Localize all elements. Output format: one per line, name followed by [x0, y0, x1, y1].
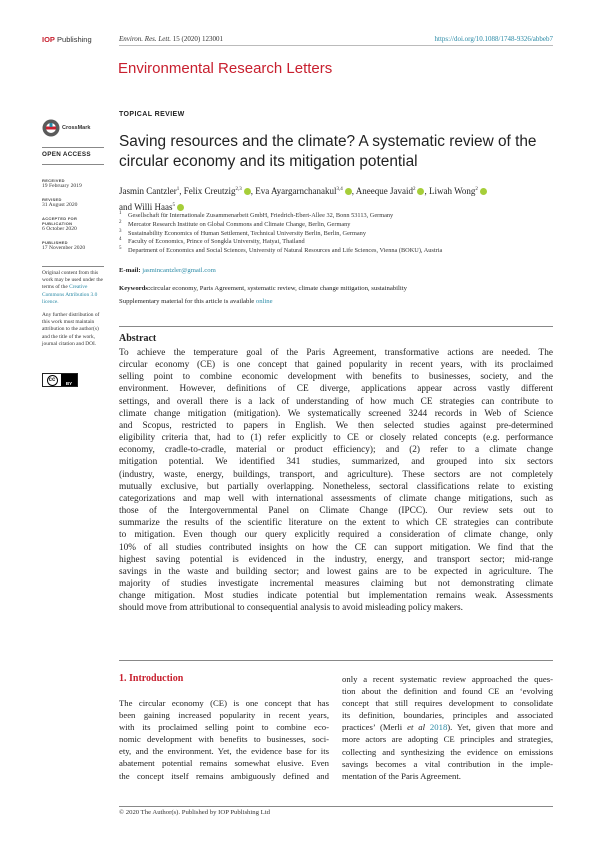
journal-title: Environmental Research Letters: [118, 60, 333, 77]
cc-by-badge[interactable]: [42, 373, 78, 387]
intro-left-line: ety, and the environment. Yet, the evidence base for its: [119, 746, 329, 757]
intro-left-line: been gaining increased popularity in recent years,: [119, 710, 329, 721]
abstract-lines-line: savings in the waste and building sector; and lowest gains are to be expected in agriculture. The: [119, 566, 553, 577]
affiliation-item: [119, 221, 559, 230]
affiliation-text: Mercator Research Institute on Global Commons and Climate Change, Berlin, Germany: [128, 220, 351, 228]
orcid-icon[interactable]: [244, 188, 251, 195]
cc-icon: cc: [43, 374, 61, 386]
affiliation-text: Department of Economics and Social Sciences, University of Natural Resources and Life Sciences, Vienna (BOKU), Austria: [128, 247, 443, 255]
abstract-lines-line: those of the Intergovernmental Panel on Climate Change (IPCC). Our review sets out to: [119, 506, 553, 517]
author-name[interactable]: Eva Ayargarnchanakul: [255, 186, 337, 196]
affiliation-item: [119, 230, 559, 239]
supplementary-line: [119, 298, 273, 305]
authors: [119, 183, 553, 214]
doi-link[interactable]: https://doi.org/10.1088/1748-9326/abbeb7: [434, 35, 553, 43]
article-type: TOPICAL REVIEW: [119, 111, 185, 118]
affiliation-item: [119, 238, 559, 247]
affiliation-text: Sustainability Economics of Human Settlement, Technical University Berlin, Berlin, Germany: [128, 229, 366, 237]
received-label: RECEIVED: [42, 178, 65, 183]
abstract-lines-line: categorizations and map well with international assessments of climate change mitigations, such as: [119, 493, 553, 504]
keywords-label: Keywords:: [119, 285, 151, 292]
and-text: and: [119, 201, 132, 212]
intro-left-line: nomic development with benefits to businesses, soci-: [119, 734, 329, 745]
abstract-lines-line: selling point to combine economic development with benefits to businesses, society, and the: [119, 372, 553, 383]
affiliations-list: [119, 212, 559, 256]
supplementary-link[interactable]: online: [255, 298, 273, 305]
abstract-body: [119, 347, 553, 614]
intro-left-column: [119, 697, 329, 782]
abstract-lines-line: To achieve the temperature goal of the Paris Agreement, transformative actions are needed. The: [119, 348, 553, 358]
author-name[interactable]: Jasmin Cantzler: [119, 186, 177, 196]
author-name[interactable]: Liwah Wong: [428, 186, 476, 196]
intro-left-line: the concept itself remains ambiguously defined and: [119, 770, 329, 781]
author-name[interactable]: Felix Creutzig: [183, 186, 236, 196]
orcid-icon[interactable]: [417, 188, 424, 195]
abstract-lines-line: should move from attributional to consequential analysis to avoid misleading policy makers.: [119, 603, 463, 614]
crossmark-label: CrossMark: [62, 125, 91, 131]
abstract-lines-line: circular economy (CE) is one concept that gained popularity in recent years, with its proclaimed: [119, 360, 553, 371]
abstract-lines-line: mitigation potential. We identified 341 studies, summarized, and grouped into six sectors: [119, 457, 553, 468]
orcid-icon[interactable]: [345, 188, 352, 195]
email-link[interactable]: jasmincantzler@gmail.com: [142, 267, 216, 274]
abstract-lines-line: 10% of all studies contributed insights on how the CE can support mitigation. We find that the: [119, 542, 553, 553]
author-affiliation-marker: 1: [176, 187, 180, 192]
abstract-lines-line: (industry, waste, energy, buildings, transport, and agriculture). These sectors are not completely: [119, 469, 553, 480]
affiliation-number: 5: [119, 246, 122, 252]
author-affiliation-marker: 2,3: [235, 187, 242, 192]
abstract-lines-line: eligibility criteria that, had to (1) refer explicitly to CE or closely related concepts (e.g. performance: [119, 433, 553, 444]
abstract-lines-line: environment. However, definitions of CE diverge, applications appear across vastly different: [119, 384, 553, 395]
publisher-logo: [42, 35, 92, 44]
affiliation-item: [119, 212, 559, 221]
author-affiliation-marker: 2: [412, 187, 416, 192]
intro-right-column: [342, 673, 553, 782]
intro-left-line: with its proclaimed selling point to combine eco-: [119, 722, 329, 733]
affiliation-number: 3: [119, 228, 122, 234]
abstract-lines-line: and Scopus, restricted to papers in English. We then selected studies against pre-determined: [119, 420, 553, 431]
abstract-lines-line: climate change mitigation (mitigation). We systematically screened 3244 records in Web of Science: [119, 408, 553, 419]
keywords-text: circular economy, Paris Agreement, systematic review, climate change mitigation, sustainability: [150, 285, 407, 292]
intro-right-rest-line: more actors are adopting CE principles and strategies,: [342, 734, 553, 745]
accepted-label: ACCEPTED FOR PUBLICATION: [42, 216, 78, 226]
article-title: Saving resources and the climate? A systematic review of the circular economy and its mitigation potential: [119, 133, 537, 170]
license-link[interactable]: Creative Commons Attribution 3.0 licence.: [42, 284, 98, 305]
license-text-1: Original content from this work may be used under the terms of the: [42, 270, 103, 291]
abstract-lines-line: to mitigation. Even though our query explicitly required a consideration of climate change, only: [119, 530, 553, 541]
affiliation-text: Gesellschaft für Internationale Zusammenarbeit GmbH, Friedrich-Ebert-Allee 32, Bonn 53113, Germany: [128, 212, 394, 219]
keywords-line: [119, 285, 407, 292]
affiliation-number: 4: [119, 237, 122, 243]
author-affiliation-marker: 5: [172, 202, 175, 208]
open-access-label: OPEN ACCESS: [42, 151, 91, 158]
citation-rest: (2020) 123001: [181, 35, 223, 43]
orcid-icon[interactable]: [177, 204, 184, 211]
intro-right-rest-line: mentation of the Paris Agreement.: [342, 770, 461, 781]
citation-journal: Environ. Res. Lett.: [119, 35, 172, 43]
intro-left-line: The circular economy (CE) is one concept that has: [119, 698, 329, 708]
footer-copyright: © 2020 The Author(s). Published by IOP Publishing Ltd: [119, 809, 270, 816]
author-name[interactable]: Aneeque Javaid: [355, 186, 413, 196]
dates-block: [42, 178, 104, 251]
crossmark-badge[interactable]: [42, 119, 90, 137]
license-text-2: Any further distribution of this work must maintain attribution to the author(s) and the title of the work, journal citation and DOI.: [42, 312, 100, 347]
accepted-date: 6 October 2020: [42, 226, 77, 232]
revised-label: REVISED: [42, 197, 62, 202]
affiliation-number: 1: [119, 211, 122, 216]
email-label: E-mail:: [119, 267, 141, 274]
publisher-name: Publishing: [57, 35, 92, 44]
by-icon: BY: [61, 374, 77, 386]
published-label: PUBLISHED: [42, 240, 68, 245]
intro-right-line: its definition, boundaries, principles and associated: [342, 710, 553, 721]
affiliation-item: [119, 247, 559, 256]
revised-date: 31 August 2020: [42, 202, 78, 208]
intro-heading: 1. Introduction: [119, 673, 184, 684]
intro-left-line: abatement potential remains somewhat elusive. Even: [119, 758, 329, 769]
abstract-lines-line: change mitigation. Most studies indicate potential but implementation remains weak. Assessments: [119, 591, 553, 602]
intro-right-line: tion about the definition and found CE an ‘evolving: [342, 686, 553, 697]
authors-line-1: Jasmin Cantzler$^1$, Felix Creutzig$^{2,3}$ , Eva Ayargarnchanakul$^{3,4}$ , Aneeque Javaid$^2$ , Liwah Wong$^2$: [119, 183, 553, 199]
intro-right-rest-line: collecting and synthesizing the evidence on emissions: [342, 746, 553, 757]
affiliation-number: 2: [119, 219, 122, 225]
citation-link[interactable]: 2018: [429, 722, 448, 733]
intro-right-line: concept that still requires development to consolidate: [342, 698, 553, 709]
abstract-lines-line: majority of studies investigate incremental measures claiming but not demonstrating climate: [119, 578, 553, 589]
citation-volume: 15: [172, 35, 180, 43]
abstract-lines-line: settings, and overall there is a lack of understanding of how much CE strategies can contribute to: [119, 396, 553, 407]
intro-right-line: only a recent systematic review approached the ques-: [342, 674, 553, 684]
email-line: [119, 267, 216, 274]
intro-right-line: practices’ (Merli: [342, 722, 403, 733]
affiliation-text: Faculty of Economics, Prince of Songkla University, Hatyai, Thailand: [128, 238, 305, 246]
intro-right-rest-line: savings becomes a vital contribution in the imple-: [342, 758, 553, 769]
orcid-icon[interactable]: [480, 188, 487, 195]
license-block: [42, 270, 104, 348]
intro-right-citation-line: [342, 721, 553, 733]
supplementary-text: Supplementary material for this article is available: [119, 298, 255, 305]
crossmark-icon: [42, 119, 60, 137]
author-name[interactable]: Willi Haas: [134, 201, 173, 212]
author-affiliation-marker: 3,4: [336, 187, 343, 192]
abstract-lines-line: economy, cradle-to-cradle, material or product efficiency); and (2) refer to a climate change: [119, 445, 553, 456]
citation: [119, 35, 223, 43]
received-date: 19 February 2019: [42, 183, 82, 189]
intro-right-etal: et al: [407, 722, 426, 733]
author-affiliation-marker: 2: [475, 187, 478, 192]
abstract-lines-line: summarize the results of the scientific literature on the extent to which CE strategies can contribute: [119, 518, 553, 529]
publisher-logo-mark: IOP: [42, 35, 55, 44]
abstract-heading: Abstract: [119, 333, 157, 344]
intro-right-after: ). Yet, given that more and: [447, 722, 554, 733]
abstract-lines-line: highest saving potential is evidenced in the industry, energy, and transport sector; mid-range: [119, 554, 553, 565]
published-date: 17 November 2020: [42, 245, 86, 251]
abstract-lines-line: mutually exclusive, but partially overlapping. Nonetheless, sectoral classifications relate to existing: [119, 481, 553, 492]
